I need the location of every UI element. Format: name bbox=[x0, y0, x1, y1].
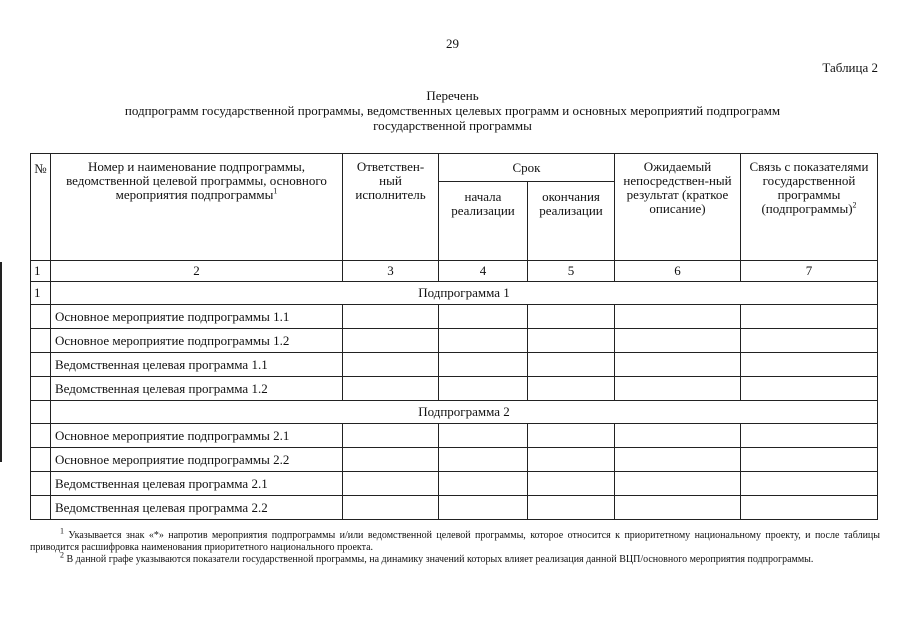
column-number: 3 bbox=[343, 261, 439, 282]
table-row bbox=[31, 305, 878, 329]
table-label: Таблица 2 bbox=[822, 60, 878, 75]
cell-name: Основное мероприятие подпрограммы 1.1 bbox=[51, 305, 343, 329]
cell-name: Ведомственная целевая программа 2.2 bbox=[51, 496, 343, 520]
table-row bbox=[31, 424, 878, 448]
cell-responsible bbox=[343, 353, 439, 377]
column-number: 7 bbox=[741, 261, 878, 282]
cell-num bbox=[31, 472, 51, 496]
cell-end bbox=[528, 353, 615, 377]
header-name-text: Номер и наименование подпрограммы, ведомственной целевой программы, основного мероприятия подпрограммы bbox=[66, 159, 327, 202]
cell-responsible bbox=[343, 424, 439, 448]
cell-start bbox=[439, 448, 528, 472]
footnote-2 bbox=[30, 550, 880, 566]
cell-result bbox=[615, 424, 741, 448]
cell-name: Ведомственная целевая программа 1.2 bbox=[51, 377, 343, 401]
cell-name: Основное мероприятие подпрограммы 2.1 bbox=[51, 424, 343, 448]
cell-name: Основное мероприятие подпрограммы 1.2 bbox=[51, 329, 343, 353]
section-row bbox=[31, 282, 878, 305]
cell-start bbox=[439, 377, 528, 401]
cell-link bbox=[741, 448, 878, 472]
cell-num bbox=[31, 424, 51, 448]
table-row bbox=[31, 496, 878, 520]
cell-link bbox=[741, 496, 878, 520]
column-number: 6 bbox=[615, 261, 741, 282]
header-result: Ожидаемый непосредствен-ный результат (краткое описание) bbox=[615, 154, 741, 261]
cell-result bbox=[615, 448, 741, 472]
section-num bbox=[31, 401, 51, 424]
footnote-text: Указывается знак «*» напротив мероприятия подпрограммы и/или ведомственной целевой программы, которое относится к приоритетному национальному проекту, и после таблицы приводится расшифровка наименования приоритетного национального проекта. bbox=[30, 530, 880, 553]
table-row bbox=[31, 353, 878, 377]
header-row-1 bbox=[31, 154, 878, 182]
cell-end bbox=[528, 329, 615, 353]
column-number: 4 bbox=[439, 261, 528, 282]
section-row bbox=[31, 401, 878, 424]
header-num: № bbox=[31, 154, 51, 261]
header-link-sup: 2 bbox=[852, 200, 857, 210]
table-row bbox=[31, 472, 878, 496]
section-title: Подпрограмма 1 bbox=[51, 282, 878, 305]
cell-result bbox=[615, 472, 741, 496]
header-name-sup: 1 bbox=[273, 186, 278, 196]
cell-end bbox=[528, 448, 615, 472]
cell-start bbox=[439, 424, 528, 448]
cell-end bbox=[528, 496, 615, 520]
page-number: 29 bbox=[446, 36, 459, 51]
cell-link bbox=[741, 377, 878, 401]
cell-name: Ведомственная целевая программа 2.1 bbox=[51, 472, 343, 496]
cell-responsible bbox=[343, 305, 439, 329]
cell-num bbox=[31, 377, 51, 401]
cell-link bbox=[741, 424, 878, 448]
header-end: окончания реализации bbox=[528, 182, 615, 261]
cell-end bbox=[528, 377, 615, 401]
cell-start bbox=[439, 329, 528, 353]
cell-num bbox=[31, 448, 51, 472]
document-title bbox=[40, 88, 865, 133]
title-line-2: подпрограмм государственной программы, ведомственных целевых программ и основных мероприятий подпрограмм bbox=[124, 103, 781, 118]
scan-edge-line bbox=[0, 262, 2, 462]
cell-result bbox=[615, 496, 741, 520]
cell-end bbox=[528, 305, 615, 329]
cell-start bbox=[439, 496, 528, 520]
cell-start bbox=[439, 472, 528, 496]
footnote-mark: 1 bbox=[60, 526, 64, 536]
column-number: 2 bbox=[51, 261, 343, 282]
cell-responsible bbox=[343, 329, 439, 353]
footnote-mark: 2 bbox=[60, 550, 64, 560]
cell-result bbox=[615, 377, 741, 401]
cell-responsible bbox=[343, 472, 439, 496]
footnote-1 bbox=[30, 526, 880, 554]
footnotes bbox=[30, 526, 880, 566]
cell-num bbox=[31, 496, 51, 520]
header-name bbox=[51, 154, 343, 261]
cell-responsible bbox=[343, 448, 439, 472]
cell-end bbox=[528, 424, 615, 448]
section-num: 1 bbox=[31, 282, 51, 305]
column-number: 5 bbox=[528, 261, 615, 282]
cell-link bbox=[741, 353, 878, 377]
cell-num bbox=[31, 305, 51, 329]
title-line-3: государственной программы bbox=[373, 118, 532, 133]
cell-num bbox=[31, 353, 51, 377]
cell-responsible bbox=[343, 496, 439, 520]
cell-result bbox=[615, 305, 741, 329]
programs-table bbox=[30, 153, 878, 520]
cell-responsible bbox=[343, 377, 439, 401]
header-responsible: Ответствен-ный исполнитель bbox=[343, 154, 439, 261]
cell-result bbox=[615, 353, 741, 377]
table-row bbox=[31, 448, 878, 472]
cell-link bbox=[741, 329, 878, 353]
cell-name: Основное мероприятие подпрограммы 2.2 bbox=[51, 448, 343, 472]
cell-start bbox=[439, 305, 528, 329]
column-numbers-row bbox=[31, 261, 878, 282]
cell-link bbox=[741, 305, 878, 329]
header-start: начала реализации bbox=[439, 182, 528, 261]
header-link-text: Связь с показателями государственной программы (подпрограммы) bbox=[749, 159, 869, 216]
cell-link bbox=[741, 472, 878, 496]
cell-start bbox=[439, 353, 528, 377]
section-title: Подпрограмма 2 bbox=[51, 401, 878, 424]
title-line-1: Перечень bbox=[426, 88, 479, 103]
header-term: Срок bbox=[439, 154, 615, 182]
table-row bbox=[31, 329, 878, 353]
cell-result bbox=[615, 329, 741, 353]
cell-name: Ведомственная целевая программа 1.1 bbox=[51, 353, 343, 377]
column-number: 1 bbox=[31, 261, 51, 282]
footnote-text: В данной графе указываются показатели государственной программы, на динамику значений которых влияет реализация данной ВЦП/основного мероприятия подпрограммы. bbox=[64, 554, 814, 565]
table-row bbox=[31, 377, 878, 401]
header-link bbox=[741, 154, 878, 261]
cell-end bbox=[528, 472, 615, 496]
cell-num bbox=[31, 329, 51, 353]
